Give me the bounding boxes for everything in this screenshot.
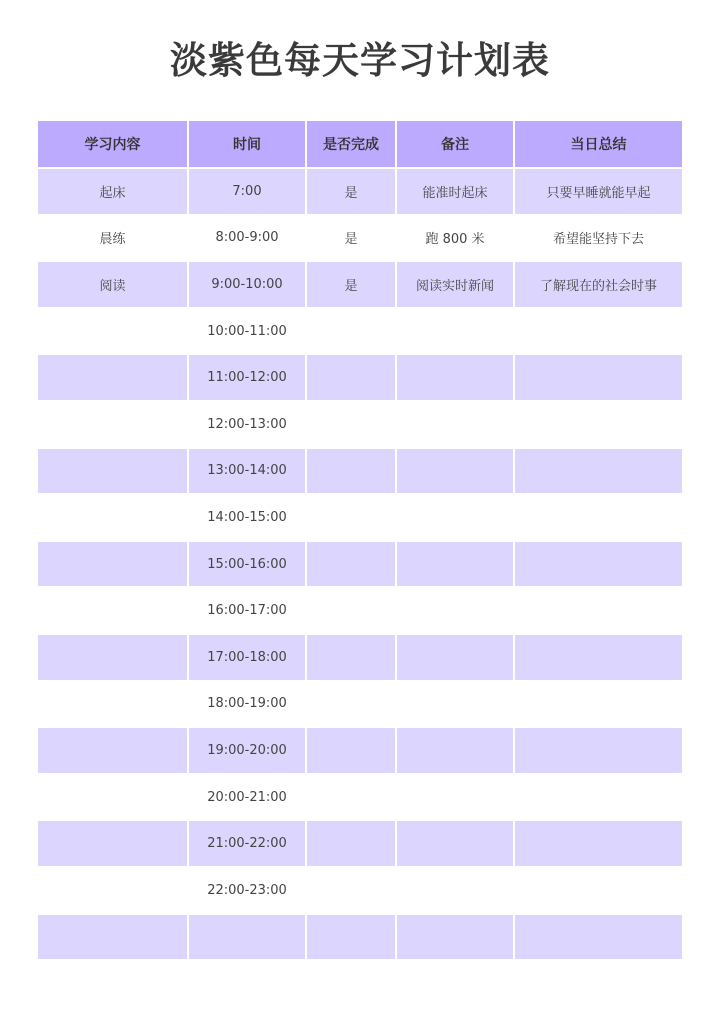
cell-notes [396,681,514,728]
cell-completed [306,354,396,401]
cell-summary [514,308,682,355]
table-row [38,634,682,681]
cell-notes [396,541,514,588]
cell-completed [306,727,396,774]
cell-completed [306,448,396,495]
cell-content: 阅读 [38,261,188,308]
cell-summary: 希望能坚持下去 [514,215,682,262]
cell-content [38,587,188,634]
cell-completed [306,681,396,728]
cell-completed: 是 [306,261,396,308]
cell-notes [396,494,514,541]
cell-notes [396,448,514,495]
cell-time: 19:00-20:00 [188,727,306,774]
cell-summary [514,634,682,681]
cell-notes [396,634,514,681]
cell-time: 10:00-11:00 [188,308,306,355]
cell-content [38,914,188,961]
table-row [38,681,682,728]
cell-completed [306,914,396,961]
cell-time: 16:00-17:00 [188,587,306,634]
cell-time: 8:00-9:00 [188,215,306,262]
cell-content [38,820,188,867]
cell-time: 17:00-18:00 [188,634,306,681]
cell-completed [306,774,396,821]
table-row [38,587,682,634]
cell-summary: 了解现在的社会时事 [514,261,682,308]
cell-summary [514,867,682,914]
cell-notes: 跑 800 米 [396,215,514,262]
page-title: 淡紫色每天学习计划表 [170,39,550,82]
cell-content [38,634,188,681]
cell-completed [306,820,396,867]
cell-time: 20:00-21:00 [188,774,306,821]
cell-completed [306,867,396,914]
cell-content [38,727,188,774]
cell-summary [514,354,682,401]
cell-notes [396,727,514,774]
cell-content [38,308,188,355]
cell-time: 14:00-15:00 [188,494,306,541]
cell-content [38,541,188,588]
cell-summary [514,914,682,961]
cell-summary [514,727,682,774]
cell-time: 18:00-19:00 [188,681,306,728]
cell-notes [396,308,514,355]
cell-completed [306,308,396,355]
header-cell-notes: 备注 [396,121,514,168]
table-row [38,401,682,448]
table-row [38,727,682,774]
table-header-row [38,121,682,168]
cell-completed [306,587,396,634]
table-row [38,261,682,308]
cell-time [188,914,306,961]
cell-summary [514,541,682,588]
cell-completed [306,401,396,448]
cell-summary [514,681,682,728]
cell-content [38,494,188,541]
cell-content [38,354,188,401]
header-cell-content: 学习内容 [38,121,188,168]
cell-notes [396,774,514,821]
cell-notes [396,914,514,961]
header-cell-completed: 是否完成 [306,121,396,168]
cell-summary: 只要早睡就能早起 [514,168,682,215]
cell-summary [514,820,682,867]
cell-content [38,401,188,448]
cell-notes [396,401,514,448]
cell-completed: 是 [306,168,396,215]
cell-summary [514,587,682,634]
cell-completed [306,494,396,541]
table-row [38,168,682,215]
cell-notes: 阅读实时新闻 [396,261,514,308]
cell-completed [306,634,396,681]
table-row [38,308,682,355]
table-row [38,914,682,961]
cell-notes: 能准时起床 [396,168,514,215]
cell-time: 13:00-14:00 [188,448,306,495]
cell-time: 11:00-12:00 [188,354,306,401]
table-row [38,448,682,495]
cell-content [38,867,188,914]
cell-summary [514,774,682,821]
table-row [38,820,682,867]
cell-notes [396,820,514,867]
cell-notes [396,587,514,634]
cell-time: 9:00-10:00 [188,261,306,308]
cell-content: 起床 [38,168,188,215]
cell-content [38,774,188,821]
cell-completed: 是 [306,215,396,262]
study-plan-table [38,121,682,961]
table-row [38,774,682,821]
cell-time: 7:00 [188,168,306,215]
table-row [38,494,682,541]
cell-time: 22:00-23:00 [188,867,306,914]
table-row [38,215,682,262]
header-cell-summary: 当日总结 [514,121,682,168]
cell-notes [396,354,514,401]
cell-time: 21:00-22:00 [188,820,306,867]
table-row [38,354,682,401]
cell-content [38,448,188,495]
cell-content: 晨练 [38,215,188,262]
cell-completed [306,541,396,588]
cell-summary [514,401,682,448]
cell-summary [514,448,682,495]
cell-content [38,681,188,728]
header-cell-time: 时间 [188,121,306,168]
cell-time: 12:00-13:00 [188,401,306,448]
table-row [38,867,682,914]
cell-summary [514,494,682,541]
cell-time: 15:00-16:00 [188,541,306,588]
table-row [38,541,682,588]
cell-notes [396,867,514,914]
